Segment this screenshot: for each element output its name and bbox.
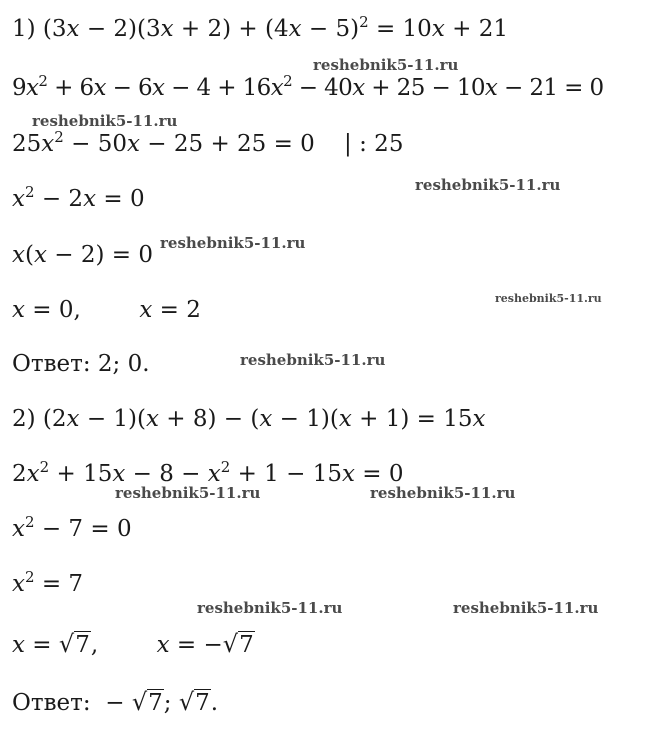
equation-line-9: $2x^2 + 15x - 8 - x^2 + 1 - 15x = 0$ — [12, 458, 404, 487]
watermark: reshebnik5-11.ru — [240, 351, 386, 369]
equation-line-11: $x^2 = 7$ — [12, 568, 84, 597]
equation-line-4: $x^2 - 2x = 0$ — [12, 183, 145, 212]
equation-line-3: $25x^2 - 50x - 25 + 25 = 0$ | : 25 — [12, 128, 404, 157]
equation-line-10: $x^2 - 7 = 0$ — [12, 513, 132, 542]
watermark: reshebnik5-11.ru — [160, 234, 306, 252]
watermark: reshebnik5-11.ru — [453, 599, 599, 617]
equation-line-12: x = √7, x = −√7 — [12, 630, 254, 658]
watermark: reshebnik5-11.ru — [370, 484, 516, 502]
answer-1: Ответ: 2; 0. — [12, 351, 150, 377]
watermark: reshebnik5-11.ru — [495, 292, 602, 305]
watermark: reshebnik5-11.ru — [115, 484, 261, 502]
equation-line-2: $9x^2 + 6x - 6x - 4 + 16x^2 - 40x + 25 - 10x - 21 = 0$ — [12, 72, 604, 101]
watermark: reshebnik5-11.ru — [32, 112, 178, 130]
watermark: reshebnik5-11.ru — [415, 176, 561, 194]
watermark: reshebnik5-11.ru — [313, 56, 459, 74]
equation-line-5: x(x − 2) = 0 — [12, 242, 153, 268]
answer-2: Ответ: − √7; √7. — [12, 688, 219, 716]
equation-line-1: 1) $(3x - 2)(3x + 2) + (4x - 5)^2 = 10x + 21$ — [12, 13, 508, 42]
watermark: reshebnik5-11.ru — [197, 599, 343, 617]
equation-line-8: 2) (2x − 1)(x + 8) − (x − 1)(x + 1) = 15x — [12, 406, 486, 432]
equation-line-6: x = 0, x = 2 — [12, 297, 201, 323]
